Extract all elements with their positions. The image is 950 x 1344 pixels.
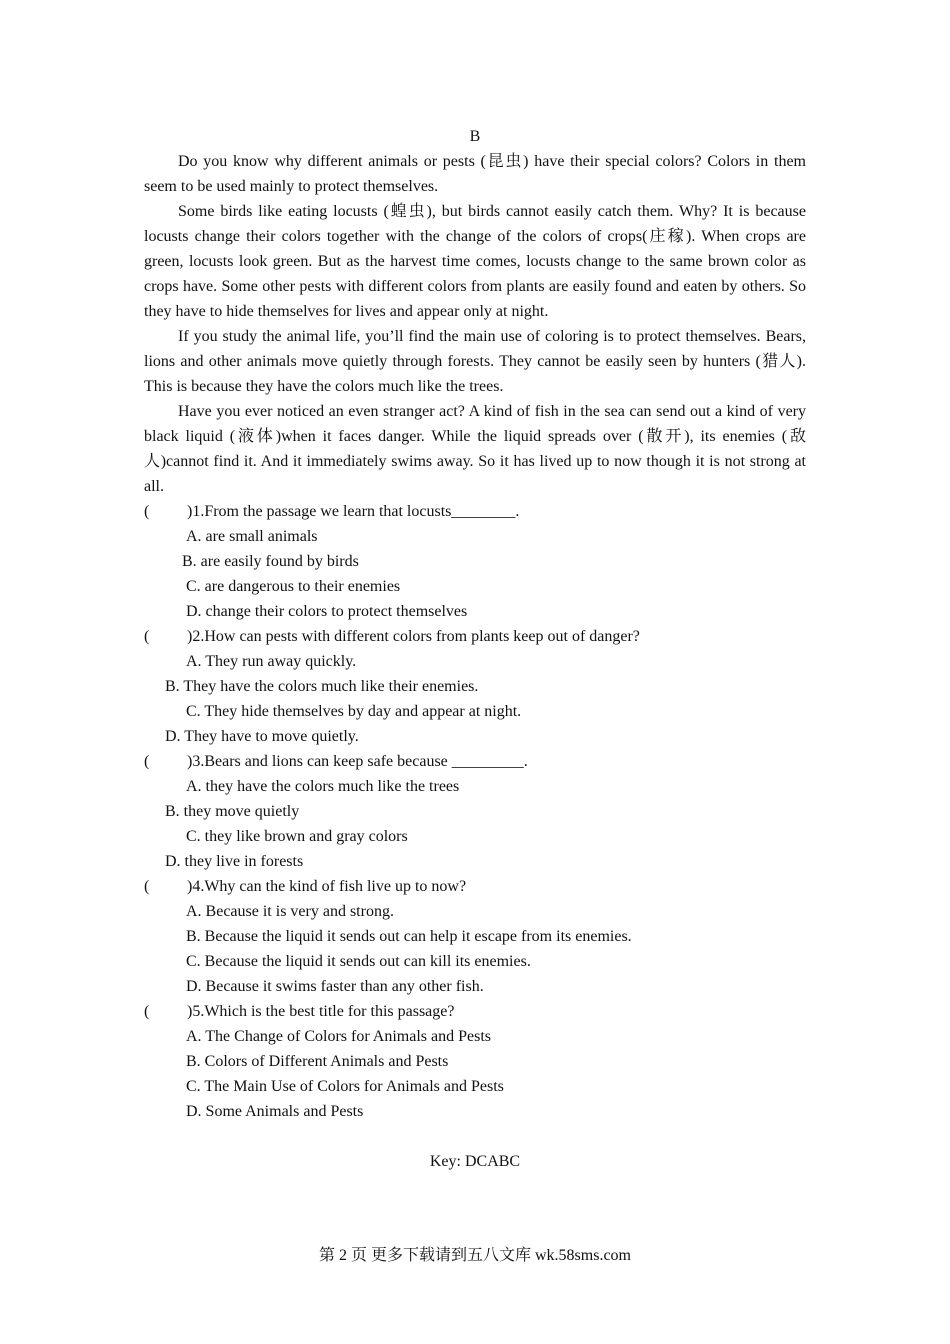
paragraph-3: If you study the animal life, you’ll find the main use of coloring is to protect themselves. Bears, lions and other animals move quietly through forests. They cannot be easily seen by hunters (猎人). This is because they have the colors much like the trees. [144,328,806,395]
answer-key: Key: DCABC [429,1153,521,1170]
question-3 [144,749,806,774]
question-1-option-c: C. are dangerous to their enemies [186,578,401,595]
question-2-option-a: A. They run away quickly. [186,653,357,670]
question-3-option-c: C. they like brown and gray colors [186,828,408,845]
question-1 [144,499,806,524]
paragraph-4: Have you ever noticed an even stranger act? A kind of fish in the sea can send out a kind of very black liquid (液体)when it faces danger. While the liquid spreads over (散开), its enemies (敌人)cannot find it. And it immediately swims away. So it has lived up to now though it is not strong at all. [144,403,806,495]
question-5-option-d: D. Some Animals and Pests [186,1103,364,1120]
question-text: )1.From the passage we learn that locusts________. [187,503,520,520]
question-3-option-d: D. they live in forests [165,853,304,870]
answer-blank: ( [144,628,150,645]
page-footer: 第 2 页 更多下载请到五八文库 wk.58sms.com [318,1247,631,1264]
question-3-option-a: A. they have the colors much like the trees [186,778,460,795]
paragraph-2: Some birds like eating locusts (蝗虫), but birds cannot easily catch them. Why? It is because locusts change their colors together with the change of the colors of crops(庄稼). When crops are green, locusts look green. But as the harvest time comes, locusts change to the same brown color as crops have. Some other pests with different colors from plants are easily found and eaten by others. So they have to hide themselves for lives and appear only at night. [144,203,806,320]
question-1-option-b: B. are easily found by birds [182,553,359,570]
question-4-option-d: D. Because it swims faster than any other fish. [186,978,484,995]
question-4-option-c: C. Because the liquid it sends out can kill its enemies. [186,953,531,970]
question-4 [144,874,806,899]
answer-blank: ( [144,503,150,520]
answer-blank: ( [144,878,150,895]
question-3-option-b: B. they move quietly [165,803,300,820]
document-content [144,125,806,1174]
question-2-option-c: C. They hide themselves by day and appear at night. [186,703,522,720]
question-text: )5.Which is the best title for this passage? [187,1003,455,1020]
question-text: )4.Why can the kind of fish live up to now? [187,878,467,895]
paragraph-1: Do you know why different animals or pests (昆虫) have their special colors? Colors in them seem to be used mainly to protect themselves. [144,153,806,195]
question-4-option-a: A. Because it is very and strong. [186,903,394,920]
question-5-option-a: A. The Change of Colors for Animals and Pests [186,1028,492,1045]
answer-blank: ( [144,753,150,770]
question-2-option-d: D. They have to move quietly. [165,728,359,745]
question-4-option-b: B. Because the liquid it sends out can help it escape from its enemies. [186,928,632,945]
question-2-option-b: B. They have the colors much like their enemies. [165,678,479,695]
question-2 [144,624,806,649]
question-1-option-d: D. change their colors to protect themselves [186,603,468,620]
question-5 [144,999,806,1024]
answer-blank: ( [144,1003,150,1020]
question-5-option-b: B. Colors of Different Animals and Pests [186,1053,449,1070]
question-5-option-c: C. The Main Use of Colors for Animals and Pests [186,1078,504,1095]
question-text: )3.Bears and lions can keep safe because _________. [187,753,528,770]
question-1-option-a: A. are small animals [186,528,318,545]
question-text: )2.How can pests with different colors from plants keep out of danger? [187,628,640,645]
section-label: B [469,128,481,145]
